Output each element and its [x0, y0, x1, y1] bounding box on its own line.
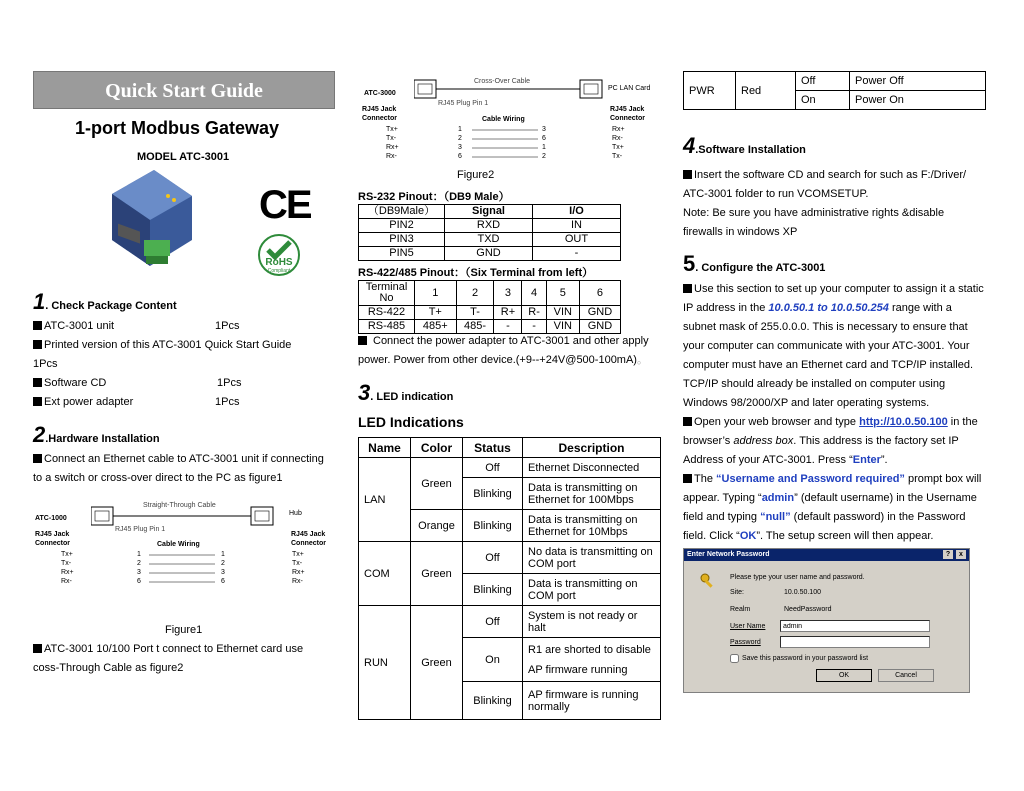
- password-input[interactable]: [780, 636, 930, 648]
- table-row: RS-485 485+ 485- - - VIN GND: [359, 320, 621, 334]
- table-row: RUN Green Off System is not ready or halt: [359, 606, 661, 638]
- figure1-diagram: Straight-Through Cable ATC-1000 Hub RJ45 Plug Pin 1 RJ45 Jack Connector Cable Wiring RJ45 Jack Connector Tx+ Tx- Rx+ Rx- 1 2 3 6 1 2 3 6 Tx+ Tx- Rx+ Rx-: [35, 502, 326, 585]
- list-item: Ext power adapter: [33, 393, 133, 412]
- list-item-qty: 1Pcs: [217, 377, 242, 389]
- power-note: Connect the power adapter to ATC-3001 and other apply: [358, 332, 649, 351]
- paragraph: Connect an Ethernet cable to ATC-3001 unit if connecting: [33, 450, 324, 469]
- product-title: 1-port Modbus Gateway: [75, 118, 280, 138]
- username-input[interactable]: [780, 620, 930, 632]
- list-item: Software CD: [33, 374, 106, 393]
- section-title: . Check Package Content: [45, 300, 177, 312]
- table-row: PIN3 TXD OUT: [359, 233, 621, 247]
- help-button[interactable]: ?: [943, 550, 953, 559]
- paragraph: Use this section to set up your computer to assign it a static: [683, 280, 984, 299]
- section-2-heading: 2.Hardware Installation: [33, 422, 160, 447]
- power-note: power. Power from other device.(+9--+24V@500-100mA)。: [358, 354, 648, 366]
- table-row: RS-422 T+ T- R+ R- VIN GND: [359, 306, 621, 320]
- rs232-title: RS-232 Pinout：（DB9 Male）: [358, 191, 510, 203]
- paragraph: browser’s address box. This address is the factory set IP: [683, 435, 959, 447]
- table-row: PIN2 RXD IN: [359, 219, 621, 233]
- paragraph: IP address in the 10.0.50.1 to 10.0.50.254 range with a: [683, 302, 952, 314]
- key-icon: [700, 573, 716, 589]
- ce-mark: CE: [259, 183, 311, 227]
- password-dialog: Enter Network Password ? x Please type your user name and password. Site: 10.0.50.100 Realm NeedPassword User Name admin Password Save this password in your password list OK Cancel: [683, 548, 970, 693]
- paragraph: appear. Typing “admin” (default username) in the Username: [683, 492, 977, 504]
- list-item-qty: 1Pcs: [215, 396, 240, 408]
- rohs-icon: [258, 234, 300, 276]
- dialog-prompt: Please type your user name and password.: [730, 574, 865, 581]
- page-title: Quick Start Guide: [105, 80, 263, 102]
- figure2-caption: Figure2: [457, 169, 495, 181]
- table-row: On R1 are shorted to disable AP firmware running: [359, 638, 661, 682]
- paragraph: ATC-3001 10/100 Port t connect to Ethernet card use: [33, 640, 303, 659]
- section-1-heading: [33, 289, 177, 315]
- paragraph: field. Click “OK”. The setup screen will then appear.: [683, 530, 934, 542]
- dialog-titlebar: Enter Network Password ? x: [684, 549, 969, 561]
- led-table: Name Color Status Description LAN Green Off Ethernet Disconnected Blinking Data is transmitting on Ethernet for 100Mbps Orange Blinking Data is transmitting on Ethernet for 10Mbps COM Green Off No data is transmitting on COM port Blinking Data is transmitting on COM port RUN Green Off System is not ready or halt On R1 are shorted to disable AP firmware running Blinking AP firmware is running normally: [358, 437, 661, 720]
- cancel-button[interactable]: Cancel: [878, 669, 934, 682]
- table-row: Blinking Data is transmitting on Ethernet for 100Mbps: [359, 478, 661, 510]
- section-5-heading: 5. Configure the ATC-3001: [683, 251, 826, 276]
- rohs-sub: Compliant: [267, 268, 291, 274]
- section-number: 1: [33, 289, 46, 314]
- list-item: Printed version of this ATC-3001 Quick Start Guide: [33, 336, 291, 355]
- paragraph: coss-Through Cable as figure2: [33, 662, 184, 674]
- table-row: COM Green Off No data is transmitting on COM port: [359, 542, 661, 574]
- rs422-table: Terminal No 1 2 3 4 5 6 RS-422 T+ T- R+ R- VIN GND RS-485 485+ 485- - - VIN GND: [358, 280, 621, 334]
- paragraph: The “Username and Password required” prompt box will: [683, 470, 981, 489]
- table-row: PIN5 GND -: [359, 247, 621, 261]
- list-item: ATC-3001 unit: [33, 317, 114, 336]
- list-item-qty: 1Pcs: [33, 358, 58, 370]
- section-4-heading: 4.Software Installation: [683, 133, 806, 158]
- paragraph: TCP/IP should already be installed on computer using: [683, 378, 946, 390]
- paragraph: Note: Be sure you have administrative rights &disable: [683, 207, 945, 219]
- rohs-label: RoHS: [265, 257, 293, 268]
- paragraph: firewalls in windows XP: [683, 226, 798, 238]
- table-row: Orange Blinking Data is transmitting on Ethernet for 10Mbps: [359, 510, 661, 542]
- figure1-caption: Figure1: [165, 624, 203, 636]
- paragraph: subnet mask of 255.0.0.0. This is necessary to ensure that: [683, 321, 968, 333]
- paragraph: computer must have an Ethernet card and TCP/IP installed.: [683, 359, 974, 371]
- title-banner: [33, 71, 335, 109]
- led-title: LED Indications: [358, 414, 464, 430]
- paragraph: your computer can communicate with your ATC-3001. Your: [683, 340, 970, 352]
- paragraph: Insert the software CD and search for such as F:/Driver/: [683, 166, 966, 185]
- list-item-qty: 1Pcs: [215, 320, 240, 332]
- table-row: LAN Green Off Ethernet Disconnected: [359, 458, 661, 478]
- table-row: On Power On: [684, 91, 986, 110]
- table-row: PWR Red Off Power Off: [684, 72, 986, 91]
- url-link[interactable]: http://10.0.50.100: [859, 416, 948, 428]
- paragraph: field and typing “null” (default password) in the Password: [683, 511, 966, 523]
- model-label: MODEL ATC-3001: [137, 151, 230, 163]
- save-password-checkbox[interactable]: [730, 654, 739, 663]
- paragraph: ATC-3001 folder to run VCOMSETUP.: [683, 188, 869, 200]
- close-button[interactable]: x: [956, 550, 966, 559]
- figure2-diagram: Cross-Over Cable ATC-3000 PC LAN Card RJ45 Plug Pin 1 RJ45 Jack Connector Cable Wiring RJ45 Jack Connector Tx+ Tx- Rx+ Rx- 1 2 3 6 3 6 1 2 Rx+ Rx- Tx+ Tx-: [362, 78, 651, 160]
- rs232-table: （DB9Male） Signal I/O PIN2 RXD IN PIN3 TXD OUT PIN5 GND -: [358, 204, 621, 261]
- paragraph: Windows 98/2000/XP and later operating systems.: [683, 397, 930, 409]
- paragraph: Open your web browser and type http://10.0.50.100 in the: [683, 413, 978, 432]
- pwr-table: [683, 71, 986, 110]
- cable-label: Straight-Through Cable: [143, 502, 216, 509]
- ok-button[interactable]: OK: [816, 669, 872, 682]
- paragraph: to a switch or cross-over direct to the PC as figure1: [33, 472, 283, 484]
- paragraph: Address of your ATC-3001. Press “Enter”.: [683, 454, 888, 466]
- device-image: [108, 166, 196, 274]
- rs422-title: RS-422/485 Pinout：（Six Terminal from left）: [358, 267, 594, 279]
- section-3-heading: 3. LED indication: [358, 380, 454, 405]
- table-row: Blinking Data is transmitting on COM port: [359, 574, 661, 606]
- table-row: Blinking AP firmware is running normally: [359, 682, 661, 720]
